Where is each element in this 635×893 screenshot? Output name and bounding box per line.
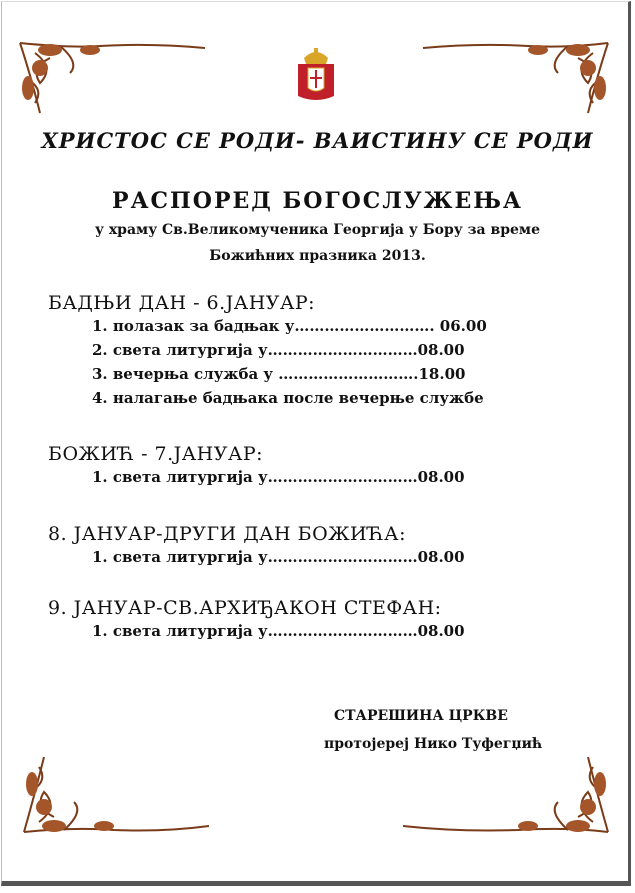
floral-ornament-top-left [10,38,210,118]
schedule-section-badnji-dan [48,292,487,410]
signature-title: СТАРЕШИНА ЦРКВЕ [334,708,508,724]
subtitle-line-2: Божићних празника 2013. [209,248,426,264]
signature-name: протојереј Нико Туфегџић [324,736,543,752]
schedule-section-stefan [48,597,465,643]
schedule-item: 1. света литургија у…………………………08.00 [92,622,465,640]
schedule-item: 3. вечерња служба у ……………………….18.00 [92,365,466,383]
section-heading: БАДЊИ ДАН - 6.ЈАНУАР: [48,292,316,314]
section-heading: 9. ЈАНУАР-СВ.АРХИЂАКОН СТЕФАН: [48,597,442,619]
floral-ornament-bottom-left [14,752,214,837]
schedule-section-drugi-dan [48,523,465,569]
schedule-item: 1. полазак за бадњак у………………………. 06.00 [92,317,487,335]
section-heading: БОЖИЋ - 7.ЈАНУАР: [48,443,264,465]
schedule-item: 1. света литургија у…………………………08.00 [92,548,465,566]
schedule-item: 2. света литургија у…………………………08.00 [92,341,465,359]
subtitle-line-1: у храму Св.Великомученика Георгија у Бору за време [95,222,540,238]
church-crest-icon [296,48,336,102]
schedule-item: 4. налагање бадњака после вечерње службе [92,389,484,407]
schedule-item: 1. света литургија у…………………………08.00 [92,468,465,486]
schedule-section-bozic [48,443,465,489]
section-heading: 8. ЈАНУАР-ДРУГИ ДАН БОЖИЋА: [48,523,406,545]
floral-ornament-bottom-right [398,752,618,837]
floral-ornament-top-right [418,38,618,118]
page-title: РАСПОРЕД БОГОСЛУЖЕЊА [112,188,523,214]
christmas-greeting: ХРИСТОС СЕ РОДИ- ВАИСТИНУ СЕ РОДИ [41,128,594,153]
